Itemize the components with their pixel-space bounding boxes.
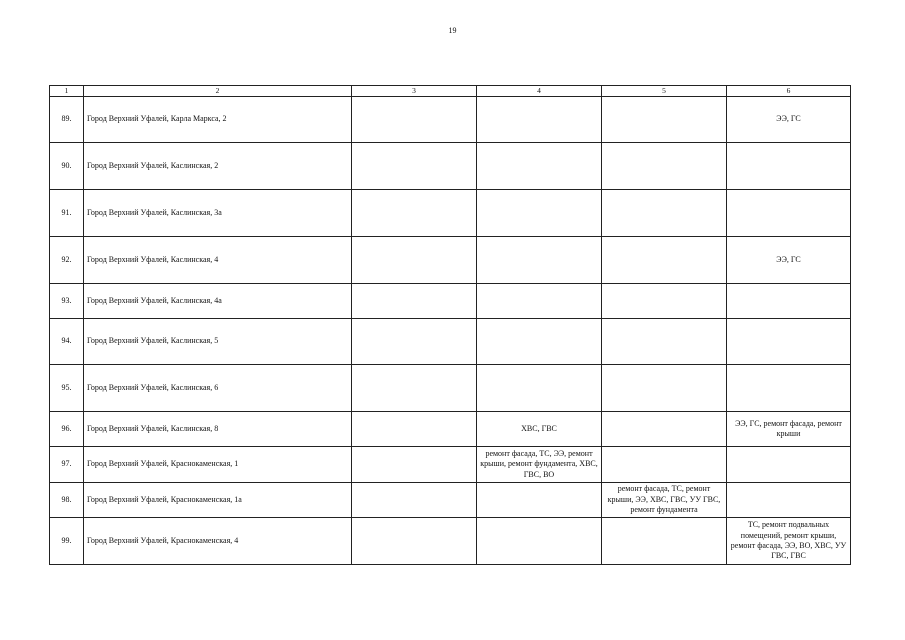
col4-cell (477, 365, 602, 412)
col5-cell (602, 412, 727, 447)
col3-cell (352, 518, 477, 565)
row-number: 91. (50, 190, 84, 237)
row-number: 95. (50, 365, 84, 412)
table-row (50, 190, 851, 237)
column-header: 6 (727, 86, 851, 97)
address-cell: Город Верхний Уфалей, Каслинская, 2 (84, 143, 352, 190)
col4-cell (477, 319, 602, 365)
col5-cell (602, 518, 727, 565)
col4-cell: ХВС, ГВС (477, 412, 602, 447)
col5-cell (602, 365, 727, 412)
column-header: 5 (602, 86, 727, 97)
table-row (50, 365, 851, 412)
col5-cell (602, 319, 727, 365)
row-number: 93. (50, 284, 84, 319)
table-row (50, 284, 851, 319)
table-row (50, 143, 851, 190)
col5-cell (602, 97, 727, 143)
col3-cell (352, 365, 477, 412)
col6-cell: ЭЭ, ГС (727, 237, 851, 284)
col6-cell (727, 319, 851, 365)
col3-cell (352, 284, 477, 319)
col3-cell (352, 412, 477, 447)
col4-cell (477, 284, 602, 319)
address-cell: Город Верхний Уфалей, Каслинская, 6 (84, 365, 352, 412)
table-row (50, 518, 851, 565)
row-number: 92. (50, 237, 84, 284)
col4-cell (477, 518, 602, 565)
col4-cell (477, 483, 602, 518)
col3-cell (352, 319, 477, 365)
col3-cell (352, 237, 477, 284)
col5-cell (602, 143, 727, 190)
col6-cell (727, 190, 851, 237)
col6-cell (727, 365, 851, 412)
address-cell: Город Верхний Уфалей, Каслинская, 8 (84, 412, 352, 447)
col5-cell: ремонт фасада, ТС, ремонт крыши, ЭЭ, ХВС, ГВС, УУ ГВС, ремонт фундамента (602, 483, 727, 518)
address-cell: Город Верхний Уфалей, Краснокаменская, 4 (84, 518, 352, 565)
col4-cell (477, 237, 602, 284)
col4-cell (477, 97, 602, 143)
address-cell: Город Верхний Уфалей, Каслинская, 3а (84, 190, 352, 237)
col4-cell (477, 190, 602, 237)
row-number: 96. (50, 412, 84, 447)
col5-cell (602, 190, 727, 237)
col6-cell: ЭЭ, ГС (727, 97, 851, 143)
table-row (50, 412, 851, 447)
col5-cell (602, 237, 727, 284)
col3-cell (352, 143, 477, 190)
address-cell: Город Верхний Уфалей, Карла Маркса, 2 (84, 97, 352, 143)
col3-cell (352, 483, 477, 518)
table-row (50, 483, 851, 518)
row-number: 94. (50, 319, 84, 365)
row-number: 98. (50, 483, 84, 518)
column-header: 4 (477, 86, 602, 97)
address-cell: Город Верхний Уфалей, Каслинская, 4 (84, 237, 352, 284)
address-cell: Город Верхний Уфалей, Каслинская, 5 (84, 319, 352, 365)
row-number: 97. (50, 447, 84, 483)
col5-cell (602, 447, 727, 483)
column-header: 2 (84, 86, 352, 97)
table-header-row (50, 86, 851, 97)
address-cell: Город Верхний Уфалей, Краснокаменская, 1а (84, 483, 352, 518)
col4-cell: ремонт фасада, ТС, ЭЭ, ремонт крыши, ремонт фундамента, ХВС, ГВС, ВО (477, 447, 602, 483)
col6-cell (727, 447, 851, 483)
column-header: 3 (352, 86, 477, 97)
col6-cell: ЭЭ, ГС, ремонт фасада, ремонт крыши (727, 412, 851, 447)
row-number: 90. (50, 143, 84, 190)
col3-cell (352, 97, 477, 143)
table-row (50, 319, 851, 365)
col3-cell (352, 190, 477, 237)
col3-cell (352, 447, 477, 483)
table-row (50, 447, 851, 483)
row-number: 99. (50, 518, 84, 565)
col6-cell: ТС, ремонт подвальных помещений, ремонт крыши, ремонт фасада, ЭЭ, ВО, ХВС, УУ ГВС, ГВС (727, 518, 851, 565)
col6-cell (727, 143, 851, 190)
address-cell: Город Верхний Уфалей, Каслинская, 4а (84, 284, 352, 319)
col4-cell (477, 143, 602, 190)
column-header: 1 (50, 86, 84, 97)
col6-cell (727, 284, 851, 319)
table-row (50, 237, 851, 284)
row-number: 89. (50, 97, 84, 143)
address-cell: Город Верхний Уфалей, Краснокаменская, 1 (84, 447, 352, 483)
page-number: 19 (448, 26, 457, 35)
col5-cell (602, 284, 727, 319)
data-table (49, 85, 851, 565)
col6-cell (727, 483, 851, 518)
table-row (50, 97, 851, 143)
